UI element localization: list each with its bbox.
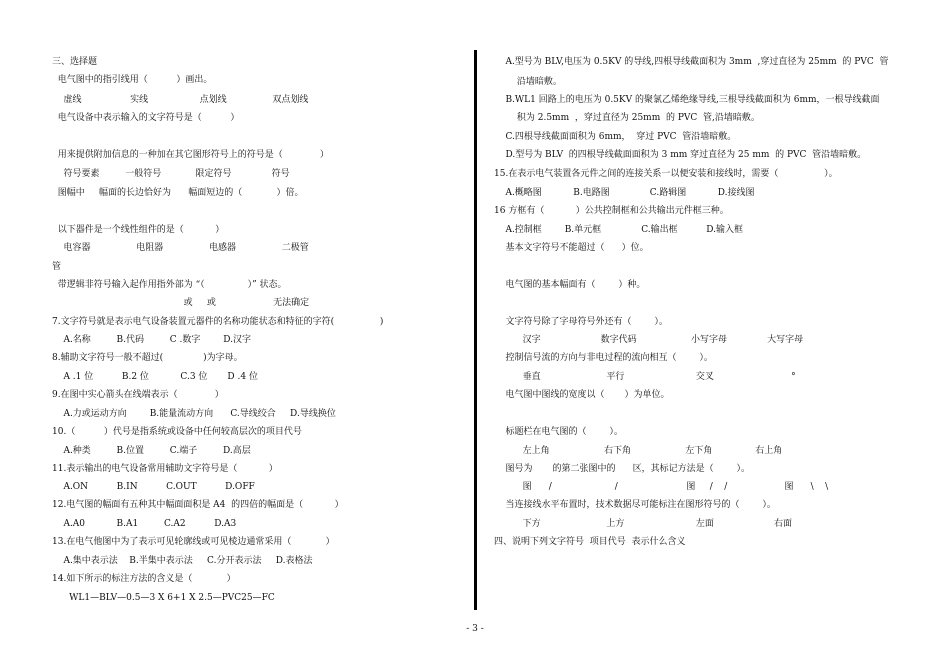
option-line: A.ON B.IN C.OUT D.OFF [52,482,255,492]
option-line: 符号要素 一般符号 限定符号 符号 [52,169,290,179]
option-line: D.型号为 BLV 的四根导线截面面积为 3 mm 穿过直径为 25 mm 的 PVC 管沿墙暗敷。 [494,150,867,160]
right-column [478,0,950,671]
option-line: A.概略图 B.电路图 C.路辑图 D.接线图 [494,188,755,198]
option-line: 垂直 平行 交叉 ° [494,372,796,382]
option-line: A.型号为 BLV,电压为 0.5KV 的导线,四根导线截面积为 3mm ,穿过直径为 25mm 的 PVC 管 [494,57,889,67]
text-line: 管 [52,262,62,272]
option-line: 虚线 实线 点划线 双点划线 [52,95,309,105]
option-line: 图 / / 图 / / 图 \ \ [494,482,829,492]
question-16: 16 方框有（ ）公共控制框和公共输出元件框三种。 [494,206,729,216]
text-line: 带逻辑非符号输入起作用指外部为 “（ ）” 状态。 [52,280,287,290]
option-line: A.集中表示法 B.半集中表示法 C.分开表示法 D.表格法 [52,556,313,566]
option-line: A.A0 B.A1 C.A2 D.A3 [52,519,237,529]
option-line: 汉字 数字代码 小写字母 大写字母 [494,335,804,345]
text-line: 控制信号流的方向与非电过程的流向相互（ ）。 [494,353,713,363]
question-8: 8.辅助文字符号一般不超过( )为字母。 [52,353,243,363]
option-line: A.力或运动方向 B.能量流动方向 C.导线绞合 D.导线换位 [52,409,336,419]
text-line: 电气图中图线的宽度以（ ）为单位。 [494,390,670,400]
option-line: 或 或 无法确定 [52,298,310,308]
option-line: 下方 上方 左面 右面 [494,519,793,529]
question-11: 11.表示输出的电气设备常用辅助文字符号是（ ） [52,464,278,474]
option-line: A.名称 B.代码 C .数字 D.汉字 [52,335,252,345]
question-12: 12.电气图的幅面有五种其中幅面面积是 A4 的四倍的幅面是（ ） [52,500,344,510]
left-column [0,0,474,671]
question-10: 10.（ ）代号是指系统或设备中任何较高层次的项目代号 [52,427,302,437]
page-number: - 3 - [466,624,484,634]
text-line: 以下器件是一个线性组件的是（ ） [52,225,225,235]
option-line: 电容器 电阻器 电感器 二极管 [52,243,309,253]
option-line: 左上角 右下角 左下角 右上角 [494,446,783,456]
text-line: 用来提供附加信息的一种加在其它图形符号上的符号是（ ） [52,150,329,160]
text-line: 当连接线水平布置时，技术数据尽可能标注在图形符号的（ ）。 [494,500,776,510]
option-line: A .1 位 B.2 位 C.3 位 D .4 位 [52,372,258,382]
text-line: 图号为 的第二张图中的 区，其标记方法是（ ）。 [494,464,751,474]
option-line: 积为 2.5mm ，穿过直径为 25mm 的 PVC 管,沿墙暗敷。 [494,113,760,123]
section-four-heading: 四、说明下列文字符号 项目代号 表示什么含义 [494,537,686,547]
text-line: 标题栏在电气图的（ ）。 [494,427,623,437]
question-9: 9.在图中实心箭头在线端表示（ ） [52,390,224,400]
option-line: 沿墙暗敷。 [494,77,562,87]
text-line: 电气设备中表示输入的文字符号是（ ） [52,113,240,123]
section-three-heading: 三、选择题 [52,57,98,67]
text-line: 图幅中 幅面的长边恰好为 幅面短边的（ ）倍。 [52,188,304,198]
column-divider [474,50,477,610]
text-line: 基本文字符号不能超过（ ）位。 [494,243,649,253]
question-7: 7.文字符号就是表示电气设备装置元器件的名称功能状态和特征的字符( ) [52,317,384,327]
text-line: 电气图中的指引线用（ ）画出。 [52,75,213,85]
option-line: A.控制框 B.单元框 C.输出框 D.输入框 [494,225,744,235]
option-line: C.四根导线截面面积为 6mm， 穿过 PVC 管沿墙暗敷。 [494,132,737,142]
option-line: A.种类 B.位置 C.端子 D.高层 [52,446,251,456]
question-15: 15.在表示电气装置各元件之间的连接关系一以便安装和接线时，需要（ ）。 [494,169,838,179]
text-line: 电气图的基本幅面有（ ）种。 [494,280,646,290]
question-13: 13.在电气他图中为了表示可见轮廓线或可见棱边通常采用（ ） [52,537,335,547]
formula-line: WL1—BLV—0.5—3 X 6+1 X 2.5—PVC25—FC [52,593,275,603]
text-line: 文字符号除了字母符号外还有（ ）。 [494,317,668,327]
option-line: B.WL1 回路上的电压为 0.5KV 的聚氯乙烯绝缘导线,三根导线截面积为 6mm，一根导线截面 [494,95,880,105]
question-14: 14.如下所示的标注方法的含义是（ ） [52,574,236,584]
